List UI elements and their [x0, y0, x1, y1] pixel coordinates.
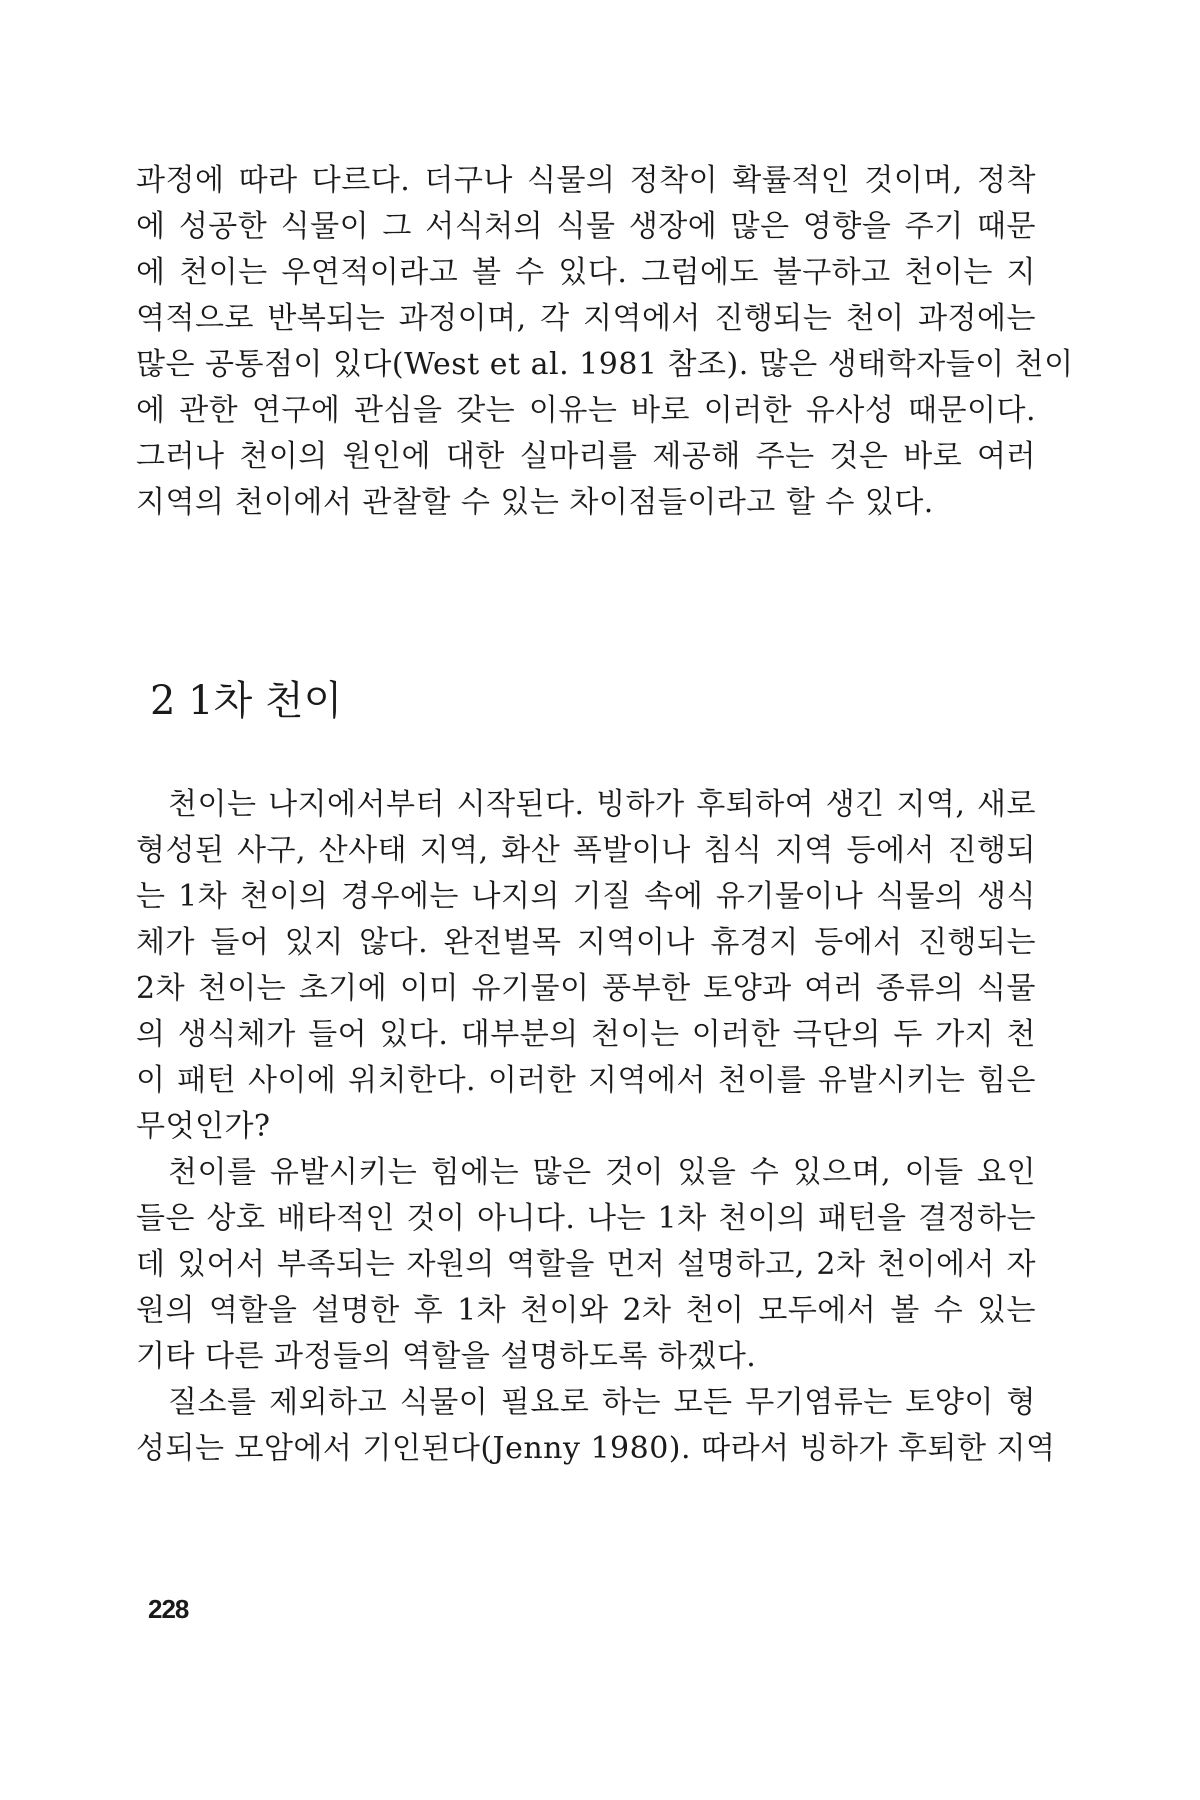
text-line: 2차 천이는 초기에 이미 유기물이 풍부한 토양과 여러 종류의 식물: [136, 971, 1036, 1006]
text-line: 에 성공한 식물이 그 서식처의 식물 생장에 많은 영향을 주기 때문: [136, 209, 1036, 244]
text-line: 성되는 모암에서 기인된다(Jenny 1980). 따라서 빙하가 후퇴한 지역: [136, 1431, 1056, 1466]
text-line: 들은 상호 배타적인 것이 아니다. 나는 1차 천이의 패턴을 결정하는: [136, 1201, 1036, 1236]
text-line: 많은 공통점이 있다(West et al. 1981 참조). 많은 생태학자들이 천이: [136, 347, 1074, 382]
text-line: 질소를 제외하고 식물이 필요로 하는 모든 무기염류는 토양이 형: [168, 1385, 1036, 1420]
text-line: 그러나 천이의 원인에 대한 실마리를 제공해 주는 것은 바로 여러: [136, 439, 1036, 474]
text-line: 무엇인가?: [136, 1109, 271, 1144]
text-line: 역적으로 반복되는 과정이며, 각 지역에서 진행되는 천이 과정에는: [136, 301, 1036, 336]
text-line: 원의 역할을 설명한 후 1차 천이와 2차 천이 모두에서 볼 수 있는: [136, 1293, 1036, 1328]
text-line: 천이를 유발시키는 힘에는 많은 것이 있을 수 있으며, 이들 요인: [168, 1155, 1036, 1190]
section-heading: 2 1차 천이: [150, 678, 343, 724]
text-line: 기타 다른 과정들의 역할을 설명하도록 하겠다.: [136, 1339, 757, 1374]
text-line: 의 생식체가 들어 있다. 대부분의 천이는 이러한 극단의 두 가지 천: [136, 1017, 1036, 1052]
text-line: 데 있어서 부족되는 자원의 역할을 먼저 설명하고, 2차 천이에서 자: [136, 1247, 1036, 1282]
text-line: 지역의 천이에서 관찰할 수 있는 차이점들이라고 할 수 있다.: [136, 485, 934, 520]
text-line: 는 1차 천이의 경우에는 나지의 기질 속에 유기물이나 식물의 생식: [136, 879, 1036, 914]
text-line: 에 관한 연구에 관심을 갖는 이유는 바로 이러한 유사성 때문이다.: [136, 393, 1036, 428]
text-line: 형성된 사구, 산사태 지역, 화산 폭발이나 침식 지역 등에서 진행되: [136, 833, 1036, 868]
page-number: 228: [148, 1594, 189, 1624]
text-line: 천이는 나지에서부터 시작된다. 빙하가 후퇴하여 생긴 지역, 새로: [168, 787, 1036, 822]
text-line: 체가 들어 있지 않다. 완전벌목 지역이나 휴경지 등에서 진행되는: [136, 925, 1036, 960]
text-line: 에 천이는 우연적이라고 볼 수 있다. 그럼에도 불구하고 천이는 지: [136, 255, 1036, 290]
text-line: 과정에 따라 다르다. 더구나 식물의 정착이 확률적인 것이며, 정착: [136, 163, 1036, 198]
text-line: 이 패턴 사이에 위치한다. 이러한 지역에서 천이를 유발시키는 힘은: [136, 1063, 1036, 1098]
